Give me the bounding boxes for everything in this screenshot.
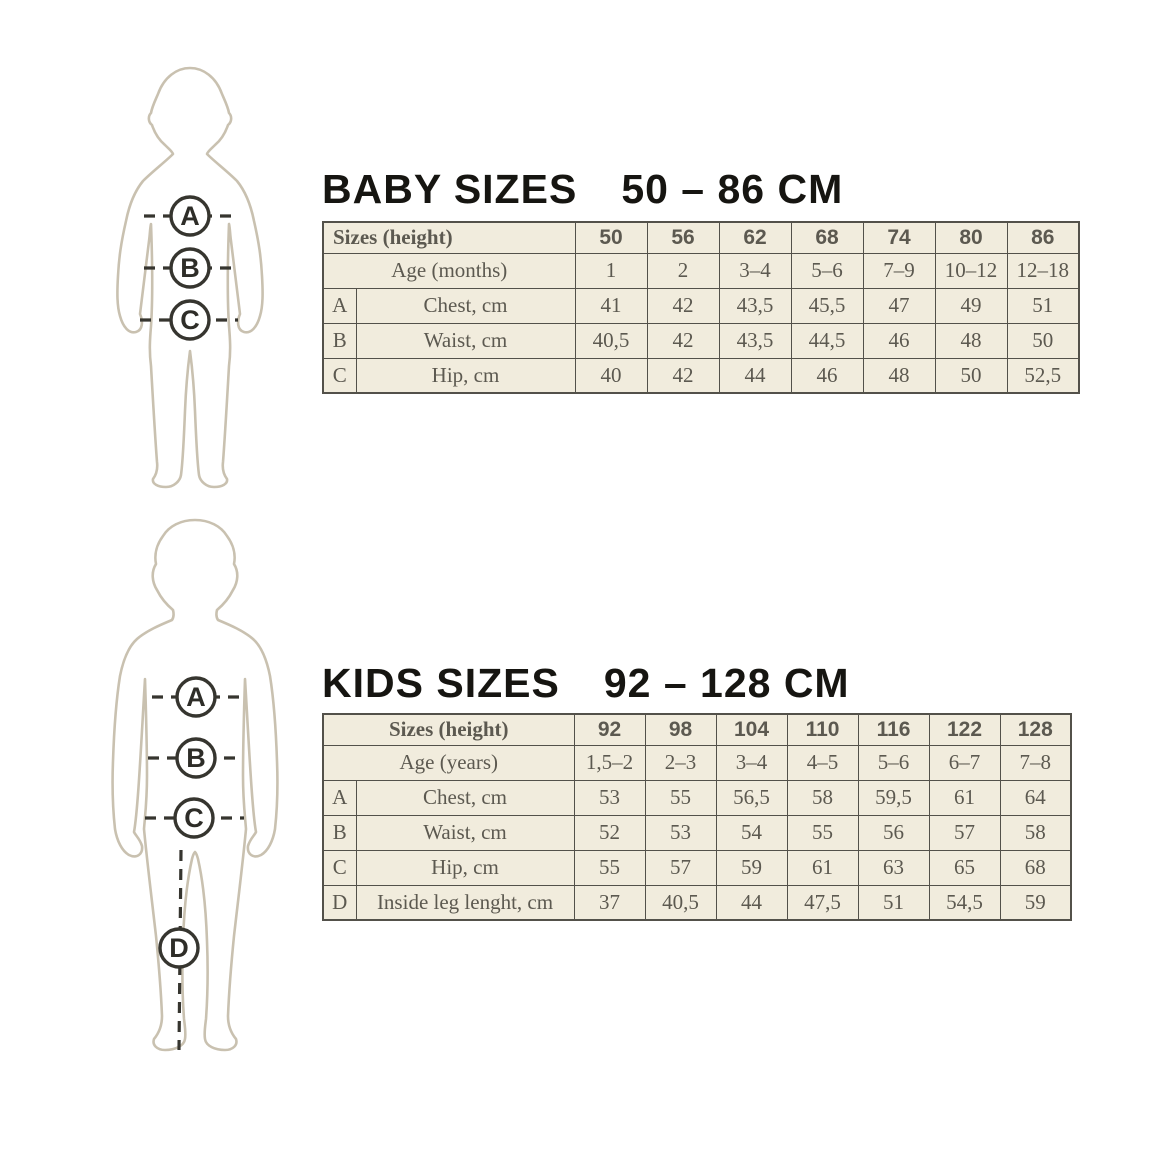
value-cell: 59	[716, 850, 787, 885]
value-cell: 50	[1007, 323, 1079, 358]
row-label-cell: Inside leg lenght, cm	[356, 885, 574, 920]
kid-body-outline	[113, 520, 278, 1050]
value-cell: 56	[858, 815, 929, 850]
measure-letter-cell: A	[323, 780, 356, 815]
value-cell: 10–12	[935, 253, 1007, 288]
age-label-cell: Age (years)	[323, 745, 574, 780]
size-header-cell: 74	[863, 222, 935, 253]
value-cell: 52	[574, 815, 645, 850]
value-cell: 65	[929, 850, 1000, 885]
value-cell: 48	[935, 323, 1007, 358]
value-cell: 54,5	[929, 885, 1000, 920]
value-cell: 47,5	[787, 885, 858, 920]
row-label-cell: Waist, cm	[356, 815, 574, 850]
value-cell: 42	[647, 288, 719, 323]
size-header-cell: 116	[858, 714, 929, 745]
value-cell: 2–3	[645, 745, 716, 780]
value-cell: 43,5	[719, 323, 791, 358]
value-cell: 45,5	[791, 288, 863, 323]
size-header-cell: 86	[1007, 222, 1079, 253]
value-cell: 1,5–2	[574, 745, 645, 780]
measure-letter-cell: C	[323, 850, 356, 885]
value-cell: 12–18	[1007, 253, 1079, 288]
row-label-cell: Hip, cm	[356, 850, 574, 885]
kid-marker-letter-c: C	[184, 803, 204, 833]
baby-marker-letter-b: B	[180, 253, 200, 283]
table-row	[323, 850, 1071, 885]
size-header-cell: 128	[1000, 714, 1071, 745]
value-cell: 7–9	[863, 253, 935, 288]
value-cell: 37	[574, 885, 645, 920]
value-cell: 55	[645, 780, 716, 815]
measure-letter-cell: B	[323, 815, 356, 850]
value-cell: 40,5	[575, 323, 647, 358]
value-cell: 50	[935, 358, 1007, 393]
value-cell: 46	[791, 358, 863, 393]
value-cell: 58	[787, 780, 858, 815]
baby-section-title	[322, 166, 843, 213]
value-cell: 44	[716, 885, 787, 920]
kids-section-title	[322, 660, 850, 707]
value-cell: 44,5	[791, 323, 863, 358]
kid-figure-svg	[100, 510, 320, 1090]
value-cell: 59,5	[858, 780, 929, 815]
table-row	[323, 323, 1079, 358]
table-row	[323, 745, 1071, 780]
table-row	[323, 358, 1079, 393]
row-label-cell: Chest, cm	[356, 780, 574, 815]
kids-title-range: 92 – 128 CM	[603, 660, 850, 706]
size-header-cell: 68	[791, 222, 863, 253]
size-header-cell: 122	[929, 714, 1000, 745]
value-cell: 47	[863, 288, 935, 323]
value-cell: 57	[645, 850, 716, 885]
value-cell: 55	[787, 815, 858, 850]
value-cell: 43,5	[719, 288, 791, 323]
age-label-cell: Age (months)	[323, 253, 575, 288]
value-cell: 40	[575, 358, 647, 393]
value-cell: 2	[647, 253, 719, 288]
table-row	[323, 885, 1071, 920]
row-label-cell: Chest, cm	[356, 288, 575, 323]
value-cell: 41	[575, 288, 647, 323]
value-cell: 64	[1000, 780, 1071, 815]
value-cell: 40,5	[645, 885, 716, 920]
value-cell: 54	[716, 815, 787, 850]
value-cell: 52,5	[1007, 358, 1079, 393]
baby-title-text: BABY SIZES	[322, 166, 578, 212]
size-header-cell: 62	[719, 222, 791, 253]
value-cell: 49	[935, 288, 1007, 323]
value-cell: 42	[647, 358, 719, 393]
corner-header-cell: Sizes (height)	[323, 222, 575, 253]
kid-marker-letter-a: A	[186, 682, 206, 712]
value-cell: 42	[647, 323, 719, 358]
row-label-cell: Hip, cm	[356, 358, 575, 393]
baby-figure-svg	[80, 50, 320, 500]
value-cell: 68	[1000, 850, 1071, 885]
size-header-cell: 104	[716, 714, 787, 745]
value-cell: 5–6	[858, 745, 929, 780]
value-cell: 61	[787, 850, 858, 885]
value-cell: 4–5	[787, 745, 858, 780]
value-cell: 5–6	[791, 253, 863, 288]
table-row	[323, 288, 1079, 323]
baby-sizes-table	[322, 221, 1080, 394]
kids-title-text: KIDS SIZES	[322, 660, 560, 706]
size-header-cell: 92	[574, 714, 645, 745]
value-cell: 1	[575, 253, 647, 288]
row-label-cell: Waist, cm	[356, 323, 575, 358]
kid-marker-letter-b: B	[186, 743, 206, 773]
table-row	[323, 253, 1079, 288]
size-header-cell: 50	[575, 222, 647, 253]
value-cell: 59	[1000, 885, 1071, 920]
kids-sizes-table	[322, 713, 1072, 921]
table-row	[323, 780, 1071, 815]
size-header-cell: 98	[645, 714, 716, 745]
value-cell: 56,5	[716, 780, 787, 815]
baby-marker-letter-a: A	[180, 201, 200, 231]
measure-letter-cell: D	[323, 885, 356, 920]
kid-marker-letter-d: D	[169, 933, 189, 963]
value-cell: 53	[645, 815, 716, 850]
value-cell: 46	[863, 323, 935, 358]
value-cell: 53	[574, 780, 645, 815]
table-row	[323, 815, 1071, 850]
table-header-row	[323, 714, 1071, 745]
value-cell: 58	[1000, 815, 1071, 850]
size-header-cell: 110	[787, 714, 858, 745]
value-cell: 51	[1007, 288, 1079, 323]
measure-letter-cell: B	[323, 323, 356, 358]
size-header-cell: 80	[935, 222, 1007, 253]
value-cell: 6–7	[929, 745, 1000, 780]
value-cell: 7–8	[1000, 745, 1071, 780]
value-cell: 51	[858, 885, 929, 920]
baby-title-range: 50 – 86 CM	[621, 166, 844, 212]
measure-letter-cell: A	[323, 288, 356, 323]
measure-letter-cell: C	[323, 358, 356, 393]
value-cell: 61	[929, 780, 1000, 815]
baby-marker-letter-c: C	[180, 305, 200, 335]
value-cell: 48	[863, 358, 935, 393]
baby-figure	[80, 50, 320, 500]
value-cell: 3–4	[719, 253, 791, 288]
value-cell: 55	[574, 850, 645, 885]
kid-figure	[100, 510, 320, 1090]
value-cell: 3–4	[716, 745, 787, 780]
value-cell: 57	[929, 815, 1000, 850]
size-header-cell: 56	[647, 222, 719, 253]
table-header-row	[323, 222, 1079, 253]
value-cell: 63	[858, 850, 929, 885]
corner-header-cell: Sizes (height)	[323, 714, 574, 745]
value-cell: 44	[719, 358, 791, 393]
